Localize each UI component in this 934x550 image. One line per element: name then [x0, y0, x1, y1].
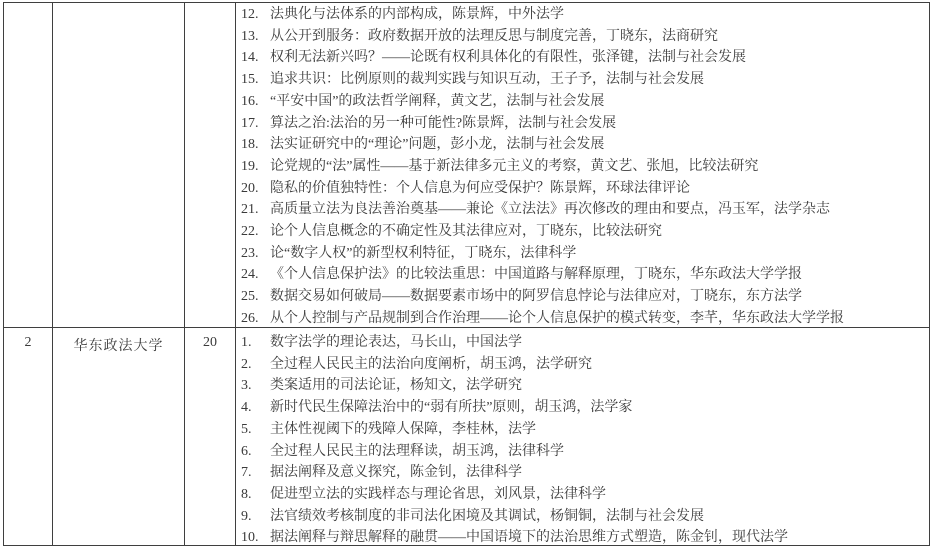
item-text: 论个人信息概念的不确定性及其法律应对，丁晓东，比较法研究: [270, 224, 662, 240]
list-item: [241, 4, 925, 26]
ranking-table: [3, 2, 930, 546]
list-item: [241, 178, 925, 200]
item-text: 法典化与法体系的内部构成，陈景辉，中外法学: [270, 7, 564, 22]
item-number: 17.: [241, 115, 259, 131]
item-number: 7.: [241, 465, 252, 481]
item-text: 从个人控制与产品规制到合作治理——论个人信息保护的模式转变，李芊，华东政法大学学报: [270, 310, 844, 326]
item-number: 25.: [241, 289, 259, 305]
item-text: 权利无法新兴吗？——论既有权利具体化的有限性，张泽键，法制与社会发展: [270, 50, 746, 66]
list-item: [241, 506, 925, 528]
list-item: [241, 419, 925, 441]
list-item: [241, 221, 925, 243]
list-item: [241, 47, 925, 69]
item-number: 23.: [241, 245, 259, 261]
item-number: 18.: [241, 137, 259, 153]
count-cell: [185, 3, 236, 327]
item-number: 14.: [241, 50, 259, 66]
university-cell: 华东政法大学: [53, 328, 185, 545]
item-number: 8.: [241, 486, 252, 502]
item-text: 数字法学的理论表达，马长山，中国法学: [270, 335, 522, 350]
list-item: [241, 156, 925, 178]
list-item: [241, 527, 925, 545]
list-item: [241, 199, 925, 221]
table-row: [4, 328, 929, 545]
list-item: [241, 113, 925, 135]
articles-cell: [236, 328, 929, 545]
item-text: 全过程人民民主的法治向度阐析，胡玉鸿，法学研究: [270, 356, 592, 372]
item-number: 13.: [241, 28, 259, 44]
item-text: 隐私的价值独特性：个人信息为何应受保护？陈景辉，环球法律评论: [270, 180, 690, 196]
list-item: [241, 134, 925, 156]
item-text: 论党规的“法”属性——基于新法律多元主义的考察，黄文艺、张旭，比较法研究: [270, 158, 759, 174]
list-item: [241, 484, 925, 506]
list-item: [241, 69, 925, 91]
item-number: 12.: [241, 7, 259, 22]
item-text: 《个人信息保护法》的比较法重思：中国道路与解释原理，丁晓东，华东政法大学学报: [270, 267, 802, 283]
item-number: 22.: [241, 224, 259, 240]
list-item: [241, 354, 925, 376]
list-item: [241, 264, 925, 286]
list-item: [241, 332, 925, 354]
item-text: 类案适用的司法论证，杨知文，法学研究: [270, 378, 522, 394]
item-text: 论“数字人权”的新型权利特征，丁晓东，法律科学: [270, 245, 577, 261]
item-text: “平安中国”的政法哲学阐释，黄文艺，法制与社会发展: [270, 93, 605, 109]
item-text: 主体性视阈下的残障人保障，李桂林，法学: [270, 421, 536, 437]
list-item: [241, 462, 925, 484]
item-number: 26.: [241, 310, 259, 326]
item-text: 促进型立法的实践样态与理论省思，刘风景，法律科学: [270, 486, 606, 502]
item-text: 算法之治:法治的另一种可能性?陈景辉，法制与社会发展: [270, 115, 617, 131]
item-text: 数据交易如何破局——数据要素市场中的阿罗信息悖论与法律应对，丁晓东，东方法学: [270, 289, 802, 305]
item-text: 从公开到服务：政府数据开放的法理反思与制度完善，丁晓东，法商研究: [270, 28, 718, 44]
item-number: 2.: [241, 356, 252, 372]
item-text: 全过程人民民主的法理释读，胡玉鸿，法律科学: [270, 443, 564, 459]
item-number: 16.: [241, 93, 259, 109]
item-number: 21.: [241, 202, 259, 218]
item-number: 1.: [241, 335, 252, 350]
item-number: 24.: [241, 267, 259, 283]
table-row: [4, 3, 929, 328]
rank-cell: [4, 3, 53, 327]
item-text: 法官绩效考核制度的非司法化困境及其调试，杨铜铜，法制与社会发展: [270, 508, 704, 524]
item-number: 3.: [241, 378, 252, 394]
count-cell: 20: [185, 328, 236, 545]
item-text: 据法阐释及意义探究，陈金钊，法律科学: [270, 465, 522, 481]
university-cell: [53, 3, 185, 327]
item-number: 10.: [241, 530, 259, 545]
list-item: [241, 26, 925, 48]
list-item: [241, 91, 925, 113]
list-item: [241, 375, 925, 397]
item-text: 高质量立法为良法善治奠基——兼论《立法法》再次修改的理由和要点，冯玉军，法学杂志: [270, 202, 830, 218]
rank-cell: 2: [4, 328, 53, 545]
item-number: 15.: [241, 72, 259, 88]
item-number: 5.: [241, 421, 252, 437]
list-item: [241, 397, 925, 419]
item-number: 9.: [241, 508, 252, 524]
list-item: [241, 308, 925, 327]
item-number: 4.: [241, 400, 252, 416]
articles-cell: [236, 3, 929, 327]
item-number: 6.: [241, 443, 252, 459]
item-text: 据法阐释与辩思解释的融贯——中国语境下的法治思维方式塑造，陈金钊，现代法学: [270, 530, 788, 545]
list-item: [241, 441, 925, 463]
item-text: 新时代民生保障法治中的“弱有所扶”原则，胡玉鸿，法学家: [270, 400, 633, 416]
item-text: 法实证研究中的“理论”问题，彭小龙，法制与社会发展: [270, 137, 605, 153]
item-number: 19.: [241, 158, 259, 174]
list-item: [241, 286, 925, 308]
item-number: 20.: [241, 180, 259, 196]
list-item: [241, 243, 925, 265]
item-text: 追求共识：比例原则的裁判实践与知识互动，王子予，法制与社会发展: [270, 72, 704, 88]
